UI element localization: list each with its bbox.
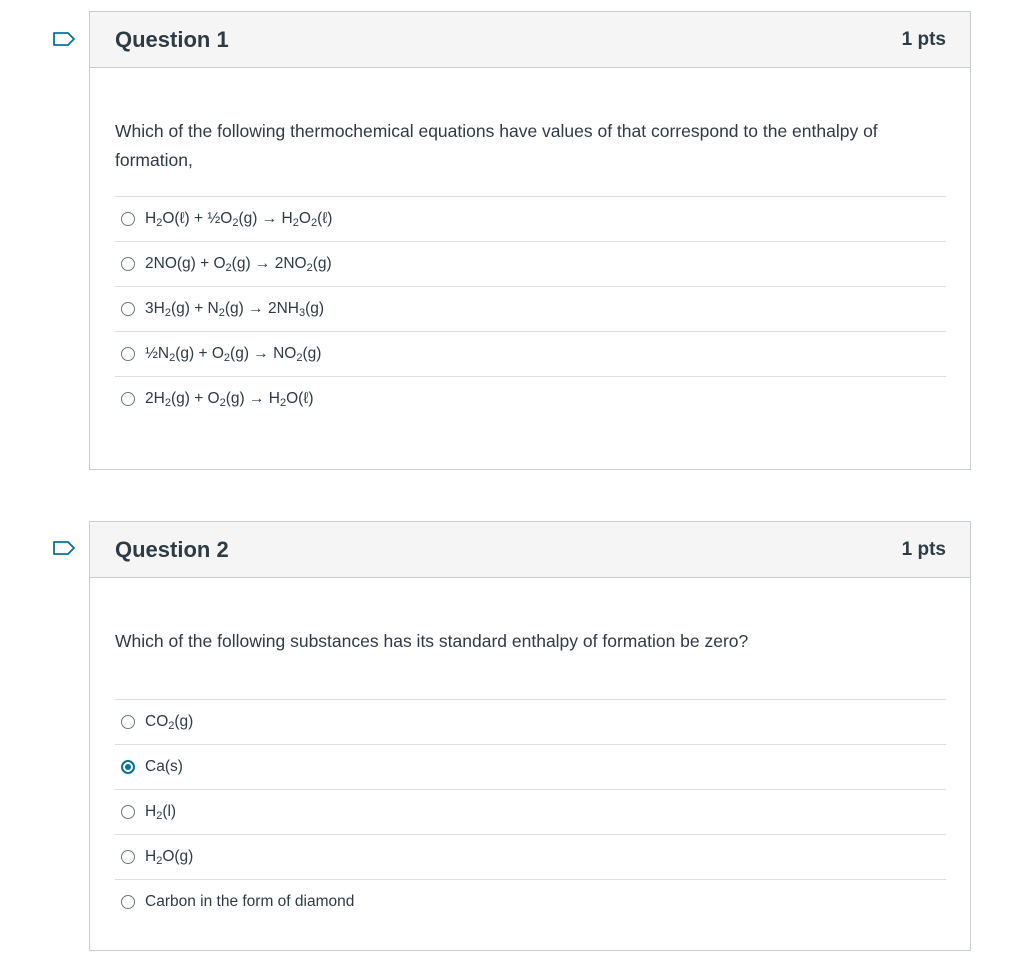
- answer-list: [115, 699, 946, 924]
- answer-label: $H_2O(\ell)$ + $\frac{1}{2}O_2(g)$ → $H_2O_2(\ell)$: [145, 210, 333, 229]
- answer-option[interactable]: [115, 286, 946, 331]
- radio-button[interactable]: [121, 805, 135, 819]
- answer-label: $CO_2(g)$: [145, 713, 194, 732]
- answer-option[interactable]: [115, 834, 946, 879]
- flag-question-icon[interactable]: [53, 541, 75, 555]
- radio-button[interactable]: [121, 212, 135, 226]
- answer-label: $H_2(l)$: [145, 803, 177, 822]
- question-points: 1 pts: [901, 28, 946, 50]
- answer-option[interactable]: [115, 789, 946, 834]
- radio-button[interactable]: [121, 392, 135, 406]
- question-2: [89, 521, 971, 951]
- question-points: 1 pts: [901, 538, 946, 560]
- answer-option[interactable]: [115, 331, 946, 376]
- radio-button[interactable]: [121, 257, 135, 271]
- answer-label: Carbon in the form of diamond: [145, 893, 355, 910]
- answer-label: $3H_2(g) + N_2(g) \to 2NH_3(g)$: [145, 300, 325, 319]
- answer-option[interactable]: [115, 699, 946, 744]
- question-prompt: Which of the following thermochemical equations have values of that correspond to the enthalpy of formation,: [115, 121, 878, 170]
- radio-button[interactable]: [121, 895, 135, 909]
- radio-button[interactable]: [121, 302, 135, 316]
- radio-button[interactable]: [121, 850, 135, 864]
- question-header: [90, 522, 970, 578]
- radio-button[interactable]: [121, 715, 135, 729]
- flag-question-icon[interactable]: [53, 32, 75, 46]
- answer-option[interactable]: [115, 241, 946, 286]
- radio-button[interactable]: [121, 347, 135, 361]
- question-title: Question 2: [115, 536, 229, 562]
- question-body: [90, 68, 970, 421]
- answer-label: $2H_2(g) + O_2(g)$ → $H_2O(\ell)$: [145, 390, 314, 409]
- question-header: [90, 12, 970, 68]
- answer-option[interactable]: [115, 196, 946, 241]
- answer-list: [115, 196, 946, 421]
- question-title: Question 1: [115, 26, 229, 52]
- radio-button[interactable]: [121, 760, 135, 774]
- answer-label: $H_2O(g)$: [145, 848, 194, 867]
- answer-option[interactable]: [115, 376, 946, 421]
- answer-option[interactable]: [115, 744, 946, 789]
- question-body: [90, 578, 970, 924]
- question-1: [89, 11, 971, 470]
- answer-label: $2NO(g) + O_2(g) \to 2NO_2(g)$: [145, 255, 332, 274]
- answer-option[interactable]: [115, 879, 946, 924]
- answer-label: $\frac{1}{2}N_2(g) + O_2(g) \to NO_2(g)$: [145, 345, 322, 364]
- answer-label: Ca(s): [145, 758, 183, 775]
- question-prompt: Which of the following substances has its standard enthalpy of formation be zero?: [115, 631, 749, 651]
